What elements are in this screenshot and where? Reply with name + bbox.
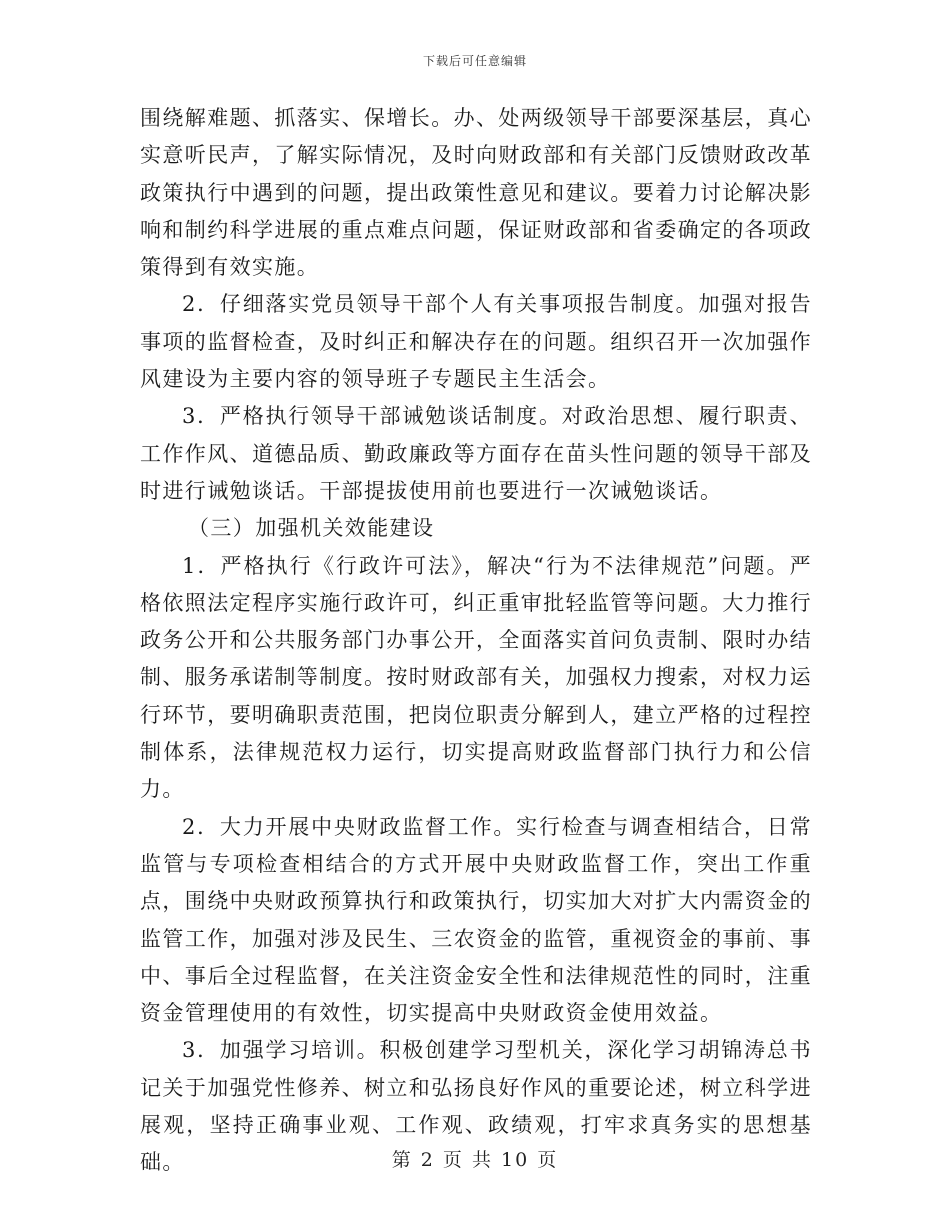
paragraph-item-3-study-training: 3．加强学习培训。积极创建学习型机关，深化学习胡锦涛总书记关于加强党性修养、树立和弘扬良好作风的重要论述，树立科学进展观，坚持正确事业观、工作观、政绩观，打牢求真务实的思想基础。 [140,1038,812,1175]
paragraph-item-3-admonition-talk: 3．严格执行领导干部诫勉谈话制度。对政治思想、履行职责、工作作风、道德品质、勤政廉政等方面存在苗头性问题的领导干部及时进行诫勉谈话。干部提拔使用前也要进行一次诫勉谈话。 [140,404,812,503]
page-footer: 第 2 页 共 10 页 [391,1149,559,1171]
paragraph-continuation: 围绕解难题、抓落实、保增长。办、处两级领导干部要深基层，真心实意听民声，了解实际情况，及时向财政部和有关部门反馈财政改革政策执行中遇到的问题，提出政策性意见和建议。要着力讨论解决影响和制约科学进展的重点难点问题，保证财政部和省委确定的各项政策得到有效实施。 [140,106,812,280]
page-header: 下载后可任意编辑 [422,54,527,68]
paragraph-item-2-report-system: 2．仔细落实党员领导干部个人有关事项报告制度。加强对报告事项的监督检查，及时纠正和解决存在的问题。组织召开一次加强作风建设为主要内容的领导班子专题民主生活会。 [140,292,812,392]
document-body [140,100,812,1182]
paragraph-item-2-fiscal-supervision: 2．大力开展中央财政监督工作。实行检查与调查相结合，日常监管与专项检查相结合的方式开展中央财政监督工作，突出工作重点，围绕中央财政预算执行和政策执行，切实加大对扩大内需资金的监管工作，加强对涉及民生、三农资金的监管，重视资金的事前、事中、事后全过程监督，在关注资金安全性和法律规范性的同时，注重资金管理使用的有效性，切实提高中央财政资金使用效益。 [140,814,812,1026]
paragraph-item-1-admin-license: 1．严格执行《行政许可法》，解决“行为不法律规范”问题。严格依照法定程序实施行政许可，纠正重审批轻监管等问题。大力推行政务公开和公共服务部门办事公开，全面落实首问负责制、限时办结制、服务承诺制等制度。按时财政部有关，加强权力搜索，对权力运行环节，要明确职责范围，把岗位职责分解到人，建立严格的过程控制体系，法律规范权力运行，切实提高财政监督部门执行力和公信力。 [140,553,812,802]
section-heading-3: （三）加强机关效能建设 [188,516,435,541]
